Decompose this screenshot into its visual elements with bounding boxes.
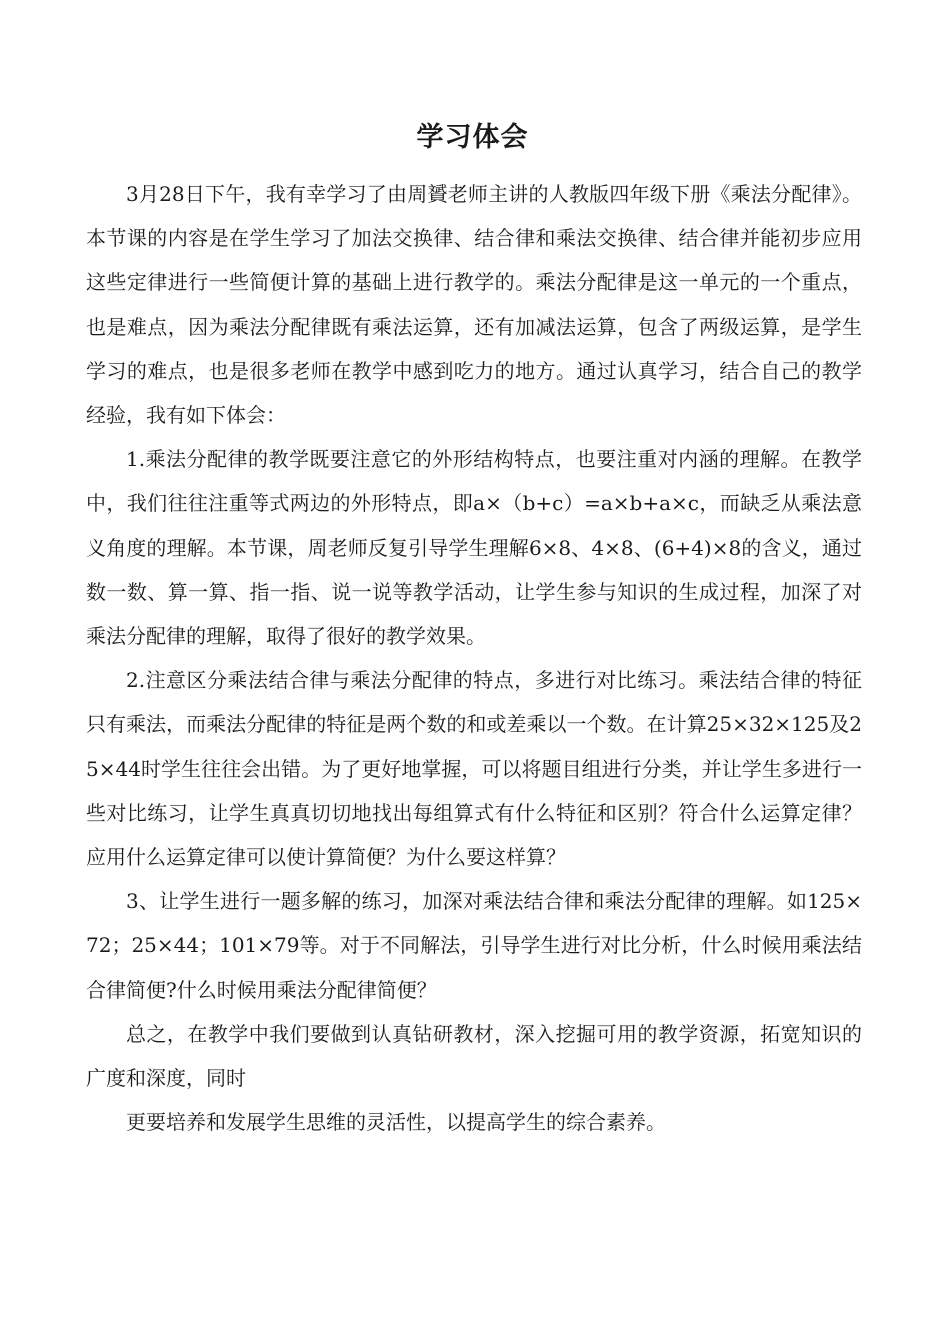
document-body (86, 172, 862, 1144)
paragraph-intro: 3月28日下午，我有幸学习了由周贇老师主讲的人教版四年级下册《乘法分配律》。本节课的内容是在学生学习了加法交换律、结合律和乘法交换律、结合律并能初步应用这些定律进行一些简便计算的基础上进行教学的。乘法分配律是这一单元的一个重点，也是难点，因为乘法分配律既有乘法运算，还有加减法运算，包含了两级运算，是学生学习的难点，也是很多老师在教学中感到吃力的地方。通过认真学习，结合自己的教学经验，我有如下体会： (86, 182, 862, 428)
paragraph-conclusion-cont: 更要培养和发展学生思维的灵活性，以提高学生的综合素养。 (126, 1110, 666, 1135)
paragraph-point-2: 2.注意区分乘法结合律与乘法分配律的特点，多进行对比练习。乘法结合律的特征只有乘法，而乘法分配律的特征是两个数的和或差乘以一个数。在计算25×32×125及25×44时学生往往会出错。为了更好地掌握，可以将题目组进行分类，并让学生多进行一些对比练习，让学生真真切切地找出每组算式有什么特征和区别？符合什么运算定律？应用什么运算定律可以使计算简便？为什么要这样算？ (86, 668, 862, 870)
paragraph-conclusion: 总之，在教学中我们要做到认真钻研教材，深入挖掘可用的教学资源，拓宽知识的广度和深度，同时 (86, 1021, 862, 1091)
paragraph-point-3: 3、让学生进行一题多解的练习，加深对乘法结合律和乘法分配律的理解。如125×72；25×44；101×79等。对于不同解法，引导学生进行对比分析，什么时候用乘法结合律简便?什么时候用乘法分配律简便？ (86, 889, 862, 1002)
paragraph-point-1: 1.乘法分配律的教学既要注意它的外形结构特点，也要注重对内涵的理解。在教学中，我们往往注重等式两边的外形特点，即a×（b+c）=a×b+a×c，而缺乏从乘法意义角度的理解。本节课，周老师反复引导学生理解6×8、4×8、(6+4)×8的含义，通过数一数、算一算、指一指、说一说等教学活动，让学生参与知识的生成过程，加深了对乘法分配律的理解，取得了很好的教学效果。 (86, 447, 862, 649)
document-title: 学习体会 (416, 122, 529, 153)
